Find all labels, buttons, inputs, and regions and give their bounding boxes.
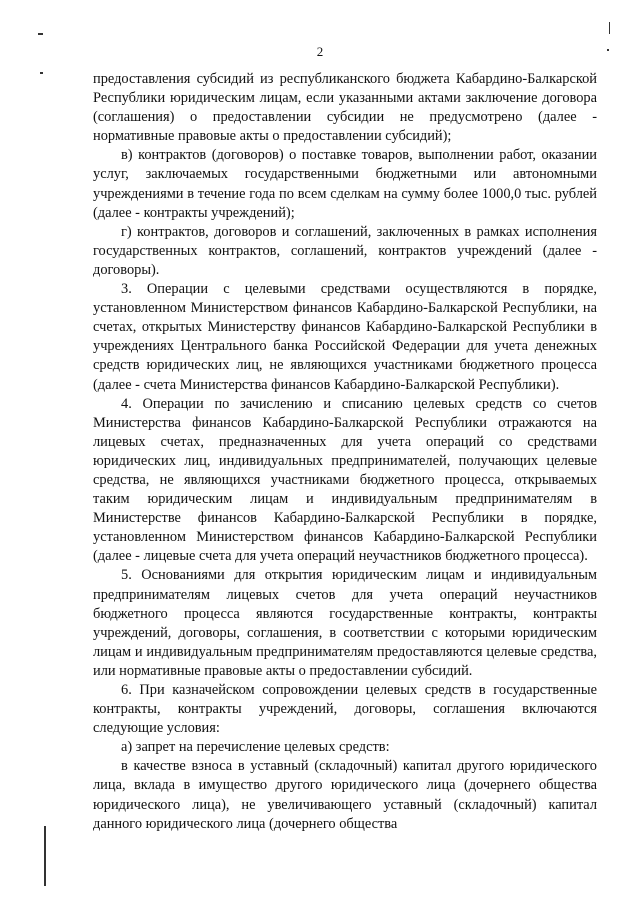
paragraph-item-a-detail: в качестве взноса в уставный (складочный) капитал другого юридического лица, вклада в имущество другого юридического лица (дочернего общества юридического лица), не увеличивающего уставный (складочный) капитал данного юридического лица (дочернего общества [93, 758, 597, 832]
paragraph-item-a: а) запрет на перечисление целевых средств: [121, 739, 390, 756]
document-body [93, 70, 597, 834]
paragraph-4: 4. Операции по зачислению и списанию целевых средств со счетов Министерства финансов Кабардино-Балкарской Республики отражаются на лицевых счетах, предназначенных для учета операций со средствами юридических лиц, индивидуальных предпринимателей, получающих целевые средства, не являющихся участниками бюджетного процесса, открываемых таким юридическим лицам и индивидуальным предпринимателям в Министерстве финансов Кабардино-Балкарской Республики в порядке, установленном Министерством финансов Кабардино-Балкарской Республики (далее - лицевые счета для учета операций неучастников бюджетного процесса). [93, 395, 597, 565]
scan-mark [44, 826, 46, 886]
scan-mark [607, 49, 609, 51]
paragraph-5: 5. Основаниями для открытия юридическим лицам и индивидуальным предпринимателям лицевых счетов для учета операций неучастников бюджетного процесса являются государственные контракты, контракты учреждений, договоры, соглашения, в соответствии с которыми юридическим лицам и индивидуальным предпринимателям предоставляются целевые средства, или нормативные правовые акты о предоставлении субсидий. [93, 567, 597, 679]
paragraph-subsidies-continuation: предоставления субсидий из республиканского бюджета Кабардино-Балкарской Республики юридическим лицам, если указанными актами заключение договора (соглашения) о предоставлении субсидии не предусмотрено (далее - нормативные правовые акты о предоставлении субсидий); [93, 71, 597, 145]
paragraph-3: 3. Операции с целевыми средствами осуществляются в порядке, установленном Министерством финансов Кабардино-Балкарской Республики, на счетах, открытых Министерству финансов Кабардино-Балкарской Республики в учреждениях Центрального банка Российской Федерации для учета денежных средств юридических лиц, не являющихся участниками бюджетного процесса (далее - счета Министерства финансов Кабардино-Балкарской Республики). [93, 281, 597, 393]
paragraph-item-v: в) контрактов (договоров) о поставке товаров, выполнении работ, оказании услуг, заключаемых государственными бюджетными или автономными учреждениями в течение года по всем сделкам на сумму более 1000,0 тыс. рублей (далее - контракты учреждений); [93, 147, 597, 221]
scan-mark [38, 33, 43, 35]
scan-mark [609, 22, 610, 34]
page-number: 2 [316, 44, 324, 59]
paragraph-item-g: г) контрактов, договоров и соглашений, заключенных в рамках исполнения государственных контрактов, соглашений, контрактов учреждений (далее - договоры). [93, 223, 597, 278]
paragraph-6: 6. При казначейском сопровождении целевых средств в государственные контракты, контракты учреждений, договоры, соглашения включаются следующие условия: [93, 682, 597, 737]
scan-mark [40, 72, 43, 74]
